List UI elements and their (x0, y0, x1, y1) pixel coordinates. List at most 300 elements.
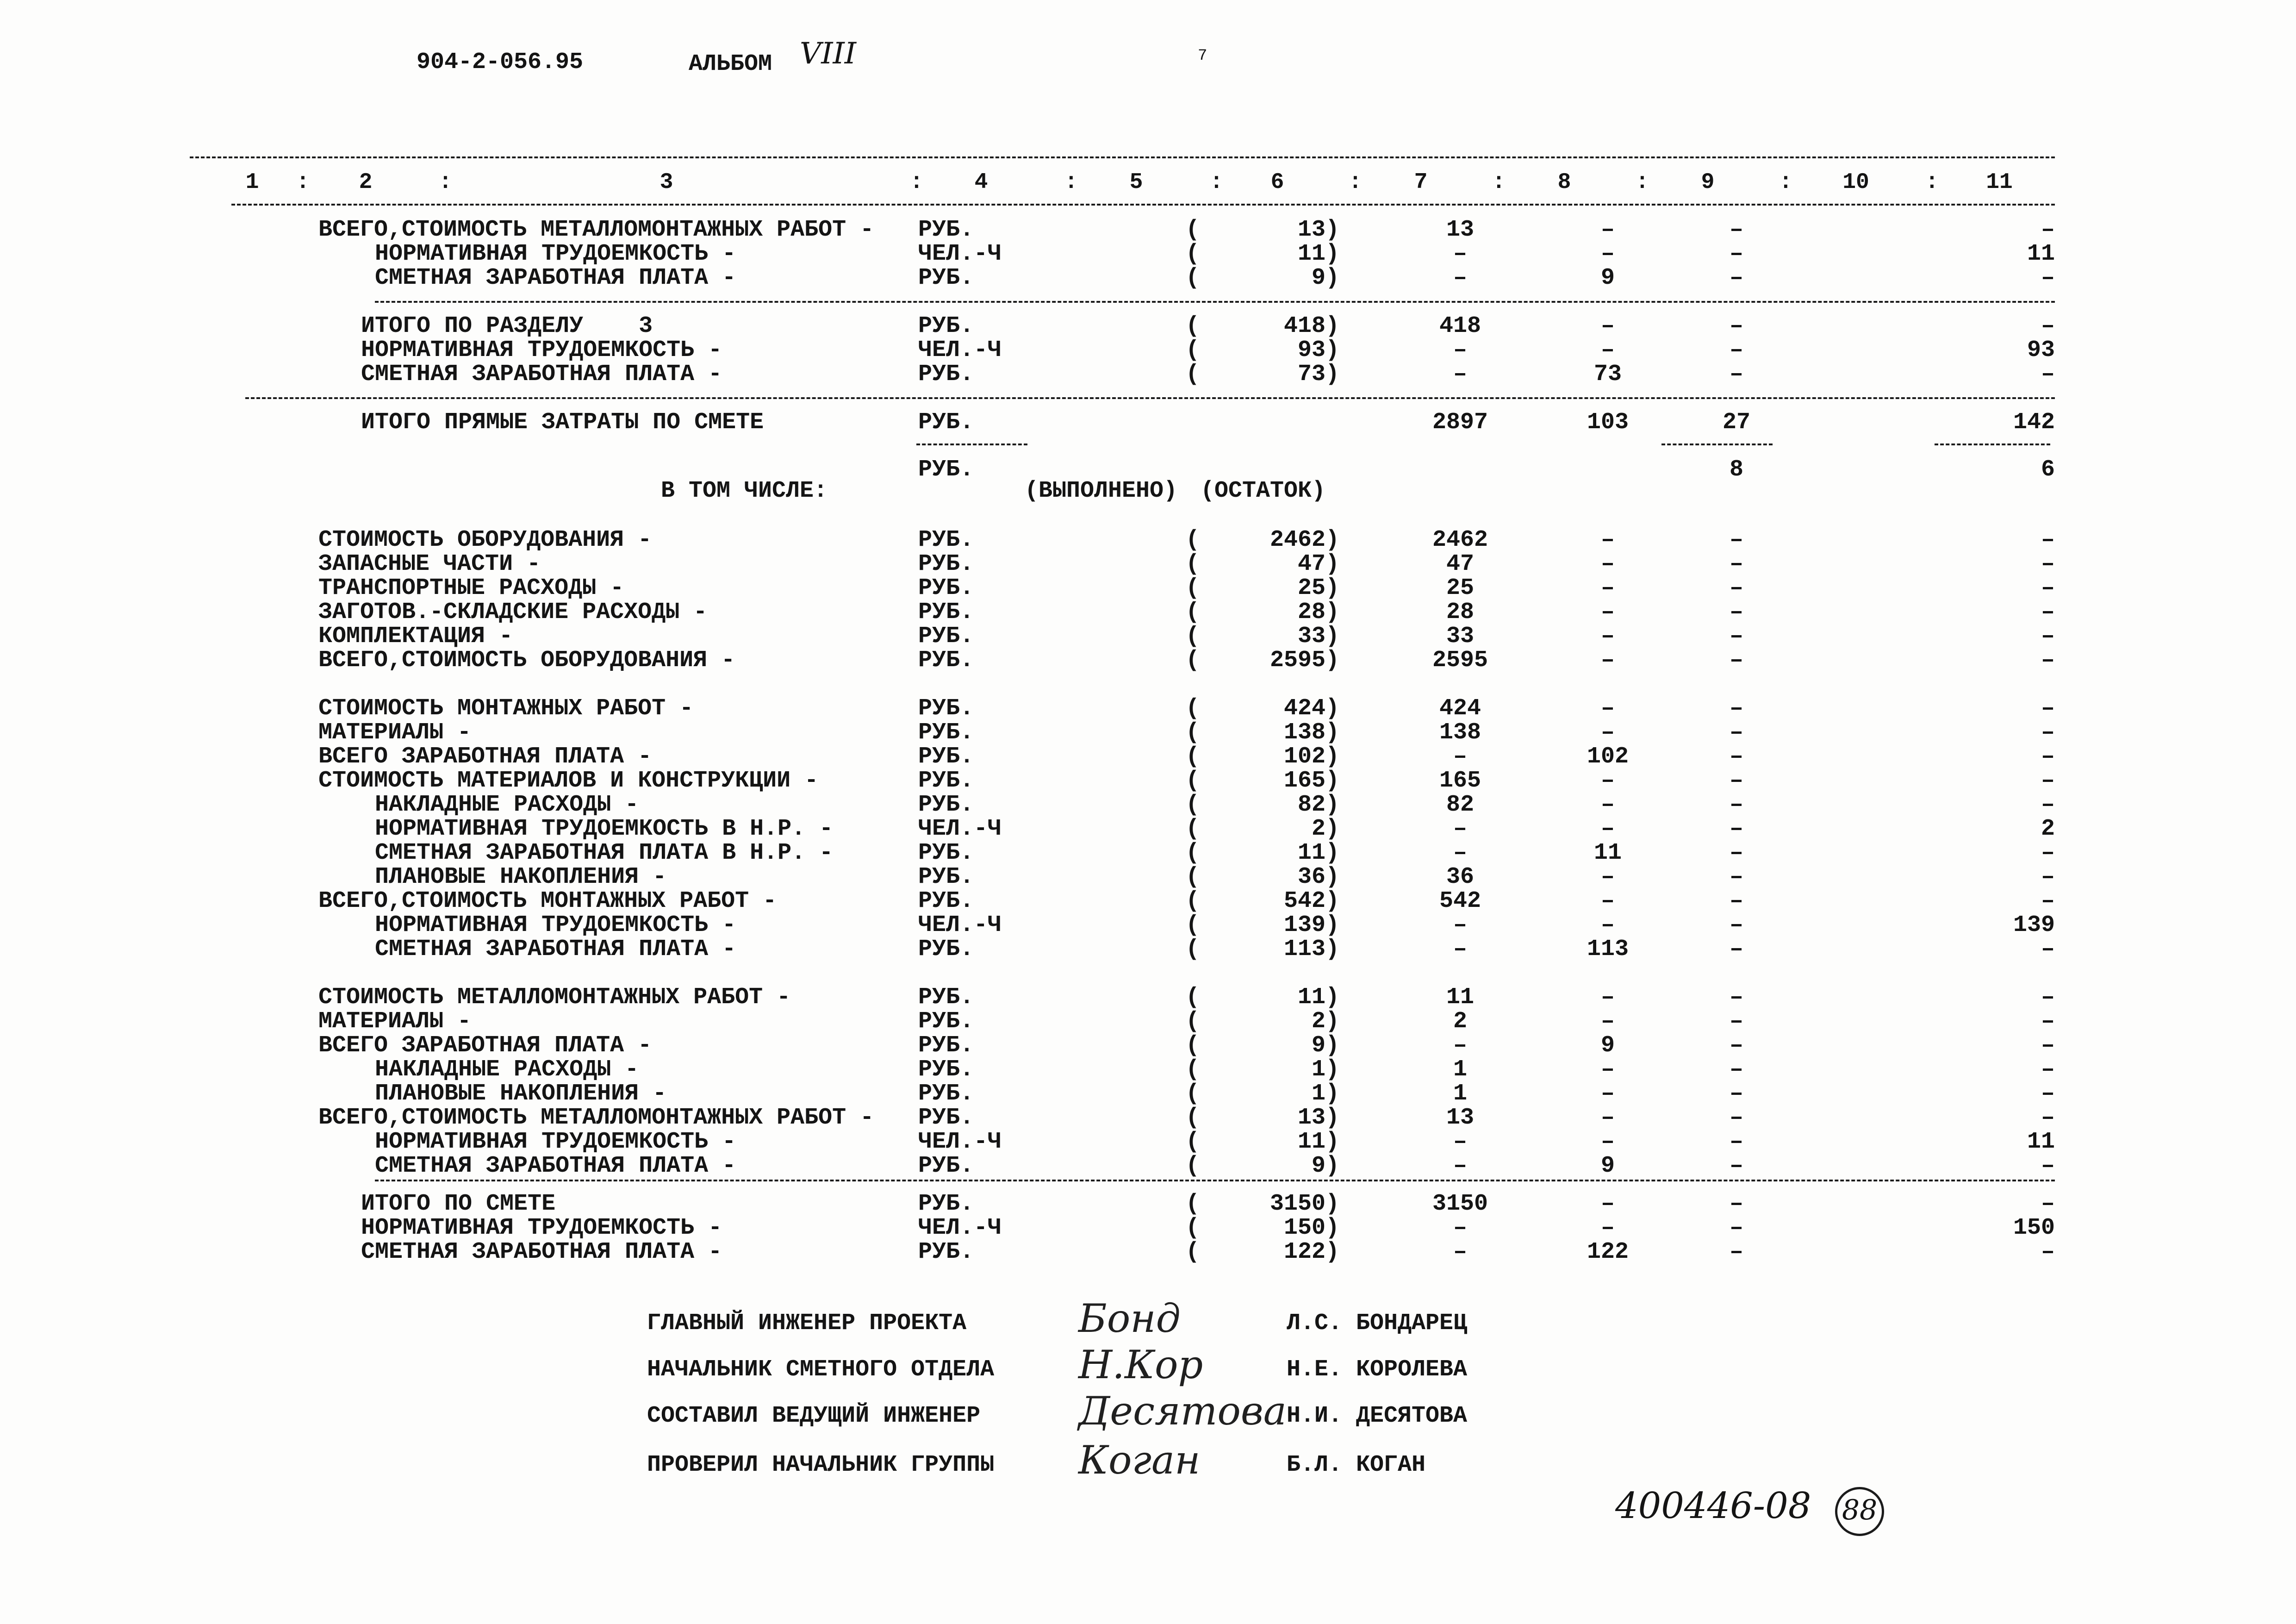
row-paren: ( (1186, 647, 1200, 674)
row-value-c8: 9 (1600, 1032, 1615, 1059)
row-paren: ( (1186, 695, 1200, 722)
row-value-c9: – (1729, 936, 1743, 962)
row-value-c7: 165 (1439, 768, 1481, 794)
row-unit: РУБ. (918, 551, 974, 577)
row-value-c9: – (1729, 816, 1743, 842)
row-value-c11: – (2041, 551, 2055, 577)
row-value-c7: – (1453, 936, 1467, 962)
album-label: АЛЬБОМ (689, 51, 772, 77)
row-unit: РУБ. (918, 1032, 974, 1059)
handwritten-signature: Десятова (1078, 1388, 1287, 1434)
top-rule (190, 156, 2055, 158)
row-name: МАТЕРИАЛЫ - (318, 1008, 472, 1035)
row-value-c6: 1) (1311, 1081, 1339, 1107)
row-unit: РУБ. (918, 1153, 974, 1179)
row-name: СТОИМОСТЬ ОБОРУДОВАНИЯ - (318, 527, 652, 553)
row-paren: ( (1186, 1129, 1200, 1155)
row-value-c11: 142 (2013, 409, 2055, 436)
row-name: СТОИМОСТЬ МЕТАЛЛОМОНТАЖНЫХ РАБОТ - (318, 984, 791, 1011)
row-value-c7: – (1453, 1153, 1467, 1179)
row-value-c9: – (1729, 1215, 1743, 1241)
row-value-c8: – (1600, 1008, 1615, 1035)
row-paren: ( (1186, 527, 1200, 553)
row-value-c6: 138) (1283, 719, 1339, 746)
row-paren: ( (1186, 984, 1200, 1011)
row-paren: ( (1186, 816, 1200, 842)
row-value-c8: – (1600, 912, 1615, 938)
row-value-c8: 103 (1587, 409, 1629, 436)
column-number: 7 (1414, 170, 1428, 195)
row-value-c11: – (2041, 888, 2055, 914)
row-value-c7: 25 (1446, 575, 1474, 601)
row-paren: ( (1186, 792, 1200, 818)
row-value-c6: 165) (1283, 768, 1339, 794)
row-unit: РУБ. (918, 1081, 974, 1107)
row-value-c7: – (1453, 816, 1467, 842)
row-value-c6: 47) (1297, 551, 1339, 577)
row-value-c11: 93 (2027, 337, 2055, 363)
row-value-c7: 2462 (1432, 527, 1488, 553)
row-value-c7: 1 (1453, 1081, 1467, 1107)
row-value-c7: – (1453, 241, 1467, 267)
column-number: 4 (974, 170, 988, 195)
row-value-c7: – (1453, 361, 1467, 387)
row-paren: ( (1186, 361, 1200, 387)
row-name: НОРМАТИВНАЯ ТРУДОЕМКОСТЬ - (375, 912, 736, 938)
row-value-c6: 122) (1283, 1239, 1339, 1265)
row-value-c9: – (1729, 599, 1743, 625)
column-separator: : (910, 170, 923, 195)
row-unit: РУБ. (918, 599, 974, 625)
row-value-c6: 113) (1283, 936, 1339, 962)
row-value-c11: – (2041, 936, 2055, 962)
row-unit: РУБ. (918, 575, 974, 601)
row-unit: РУБ. (918, 840, 974, 866)
row-value-c11: – (2041, 527, 2055, 553)
row-paren: ( (1186, 1239, 1200, 1265)
handwritten-signature: Коган (1078, 1437, 1201, 1483)
row-value-c9: – (1729, 768, 1743, 794)
row-paren: ( (1186, 888, 1200, 914)
row-value-c11: – (2041, 217, 2055, 243)
row-value-c6: 2462) (1269, 527, 1339, 553)
header-bottom-rule (231, 204, 2055, 206)
row-unit: РУБ. (918, 936, 974, 962)
row-value-c8: – (1600, 1056, 1615, 1083)
column-separator: : (1492, 170, 1506, 195)
row-value-c8: – (1600, 551, 1615, 577)
row-value-c11: – (2041, 695, 2055, 722)
row-value-c6: 11) (1297, 840, 1339, 866)
row-name: СМЕТНАЯ ЗАРАБОТНАЯ ПЛАТА - (375, 936, 736, 962)
row-value-c6: 11) (1297, 241, 1339, 267)
row-value-c8: – (1600, 599, 1615, 625)
row-value-c11: – (2041, 361, 2055, 387)
row-value-c8: – (1600, 864, 1615, 890)
row-value-c11: 150 (2013, 1215, 2055, 1241)
row-value-c7: 424 (1439, 695, 1481, 722)
column-separator: : (1064, 170, 1078, 195)
row-value-c6: 13) (1297, 217, 1339, 243)
row-value-c9: – (1729, 265, 1743, 291)
row-unit: РУБ. (918, 217, 974, 243)
row-value-c6: 3150) (1269, 1191, 1339, 1217)
row-unit: РУБ. (918, 527, 974, 553)
column-number: 5 (1129, 170, 1143, 195)
row-value-c11: – (2041, 1032, 2055, 1059)
row-value-c9: – (1729, 1056, 1743, 1083)
row-unit: РУБ. (918, 984, 974, 1011)
column-number: 8 (1557, 170, 1571, 195)
row-value-c7: – (1453, 840, 1467, 866)
row-unit: РУБ. (918, 647, 974, 674)
row-unit: РУБ. (918, 719, 974, 746)
row-value-c9: – (1729, 840, 1743, 866)
row-value-c11: – (2041, 1239, 2055, 1265)
row-value-c6: 150) (1283, 1215, 1339, 1241)
row-value-c6: 33) (1297, 623, 1339, 650)
row-value-c7: 1 (1453, 1056, 1467, 1083)
row-name: СМЕТНАЯ ЗАРАБОТНАЯ ПЛАТА - (361, 361, 722, 387)
row-value-c8: 113 (1587, 936, 1629, 962)
row-paren: ( (1186, 1081, 1200, 1107)
signatory-title: СОСТАВИЛ ВЕДУЩИЙ ИНЖЕНЕР (647, 1403, 981, 1429)
row-name: СТОИМОСТЬ МОНТАЖНЫХ РАБОТ - (318, 695, 694, 722)
document-number: 904-2-056.95 (417, 49, 584, 75)
row-name: НОРМАТИВНАЯ ТРУДОЕМКОСТЬ - (375, 1129, 736, 1155)
row-value-c9: – (1729, 864, 1743, 890)
row-value-c11: 11 (2027, 241, 2055, 267)
row-value-c8: 9 (1600, 1153, 1615, 1179)
row-unit: ЧЕЛ.-Ч (918, 912, 1002, 938)
column-separator: : (1636, 170, 1649, 195)
signatory-title: ГЛАВНЫЙ ИНЖЕНЕР ПРОЕКТА (647, 1310, 967, 1337)
row-value-c7: 2 (1453, 1008, 1467, 1035)
column-separator: : (1210, 170, 1223, 195)
row-value-c6: 28) (1297, 599, 1339, 625)
row-name: ВСЕГО,СТОИМОСТЬ МОНТАЖНЫХ РАБОТ - (318, 888, 777, 914)
row-name: СМЕТНАЯ ЗАРАБОТНАЯ ПЛАТА - (375, 265, 736, 291)
album-number: VIII (800, 37, 857, 71)
row-value-c11: – (2041, 1105, 2055, 1131)
row-value-c7: – (1453, 1215, 1467, 1241)
row-value-c8: 9 (1600, 265, 1615, 291)
row-name: НОРМАТИВНАЯ ТРУДОЕМКОСТЬ - (375, 241, 736, 267)
row-name: ИТОГО ПО СМЕТЕ (361, 1191, 556, 1217)
column-separator: : (1779, 170, 1792, 195)
row-unit: РУБ. (918, 792, 974, 818)
row-value-c11: 6 (2041, 456, 2055, 483)
row-name: КОМПЛЕКТАЦИЯ - (318, 623, 513, 650)
inventory-number: 400446-08 (1615, 1485, 1811, 1527)
row-value-c6: 2) (1311, 1008, 1339, 1035)
row-paren: ( (1186, 599, 1200, 625)
column-number: 10 (1842, 170, 1869, 195)
row-value-c6: 11) (1297, 1129, 1339, 1155)
row-paren: ( (1186, 1032, 1200, 1059)
row-value-c6: 139) (1283, 912, 1339, 938)
row-unit: ЧЕЛ.-Ч (918, 1129, 1002, 1155)
row-value-c7: 28 (1446, 599, 1474, 625)
column-number: 11 (1986, 170, 2013, 195)
row-paren: ( (1186, 1056, 1200, 1083)
row-unit: РУБ. (918, 265, 974, 291)
row-value-c6: 9) (1311, 265, 1339, 291)
row-value-c6: 424) (1283, 695, 1339, 722)
row-value-c6: 25) (1297, 575, 1339, 601)
row-paren: ( (1186, 217, 1200, 243)
column-number: 3 (660, 170, 673, 195)
subtotal-rule-c4 (916, 443, 1027, 445)
row-unit: РУБ. (918, 743, 974, 770)
row-value-c8: – (1600, 984, 1615, 1011)
row-unit: РУБ. (918, 361, 974, 387)
row-value-c6: 102) (1283, 743, 1339, 770)
row-name: ВСЕГО ЗАРАБОТНАЯ ПЛАТА - (318, 743, 652, 770)
row-value-c6: 13) (1297, 1105, 1339, 1131)
row-value-c9: – (1729, 623, 1743, 650)
row-value-c9: – (1729, 888, 1743, 914)
row-value-c9: – (1729, 1153, 1743, 1179)
row-value-c9: – (1729, 719, 1743, 746)
row-value-c9: – (1729, 313, 1743, 339)
row-value-c9: – (1729, 217, 1743, 243)
row-paren: ( (1186, 912, 1200, 938)
row-value-c9: – (1729, 647, 1743, 674)
column-number: 6 (1270, 170, 1284, 195)
row-paren: ( (1186, 265, 1200, 291)
row-value-c8: 122 (1587, 1239, 1629, 1265)
column-separator: : (296, 170, 310, 195)
section-rule (375, 1180, 2055, 1181)
row-paren: ( (1186, 1153, 1200, 1179)
row-value-c8: – (1600, 816, 1615, 842)
row-name: НОРМАТИВНАЯ ТРУДОЕМКОСТЬ - (361, 1215, 722, 1241)
row-unit: ЧЕЛ.-Ч (918, 241, 1002, 267)
row-value-c9: – (1729, 337, 1743, 363)
row-value-c11: – (2041, 265, 2055, 291)
row-value-c8: – (1600, 1191, 1615, 1217)
row-value-c11: – (2041, 768, 2055, 794)
row-value-c8: – (1600, 313, 1615, 339)
row-value-c11: – (2041, 984, 2055, 1011)
row-value-c9: – (1729, 1032, 1743, 1059)
row-name: ВСЕГО,СТОИМОСТЬ МЕТАЛЛОМОНТАЖНЫХ РАБОТ - (318, 1105, 874, 1131)
row-value-c8: – (1600, 888, 1615, 914)
row-value-c7: 36 (1446, 864, 1474, 890)
row-value-c6: 36) (1297, 864, 1339, 890)
row-value-c9: – (1729, 1129, 1743, 1155)
row-value-c9: – (1729, 695, 1743, 722)
row-value-c9: – (1729, 361, 1743, 387)
row-value-c11: 11 (2027, 1129, 2055, 1155)
row-value-c8: – (1600, 527, 1615, 553)
row-value-c7: – (1453, 265, 1467, 291)
row-unit: РУБ. (918, 1105, 974, 1131)
row-value-c8: – (1600, 1081, 1615, 1107)
row-value-c7: 2897 (1432, 409, 1488, 436)
row-value-c9: – (1729, 1105, 1743, 1131)
row-value-c11: – (2041, 599, 2055, 625)
row-value-c9: – (1729, 912, 1743, 938)
row-value-c9: – (1729, 792, 1743, 818)
row-value-c6: 93) (1297, 337, 1339, 363)
row-paren: ( (1186, 743, 1200, 770)
signatory-title: НАЧАЛЬНИК СМЕТНОГО ОТДЕЛА (647, 1356, 995, 1383)
row-value-c11: 2 (2041, 816, 2055, 842)
row-value-c8: 102 (1587, 743, 1629, 770)
row-value-c7: 13 (1446, 217, 1474, 243)
signatory-title: ПРОВЕРИЛ НАЧАЛЬНИК ГРУППЫ (647, 1452, 995, 1478)
row-paren: ( (1186, 1105, 1200, 1131)
subtotal-rule-c9 (1661, 443, 1773, 445)
row-paren: ( (1186, 337, 1200, 363)
row-value-c11: – (2041, 575, 2055, 601)
row-name: СТОИМОСТЬ МАТЕРИАЛОВ И КОНСТРУКЦИИ - (318, 768, 819, 794)
page-mark: 7 (1198, 47, 1207, 65)
row-value-c8: 11 (1593, 840, 1622, 866)
row-name: ЗАПАСНЫЕ ЧАСТИ - (318, 551, 541, 577)
row-value-c6: 2) (1311, 816, 1339, 842)
row-value-c6: 418) (1283, 313, 1339, 339)
row-name: СМЕТНАЯ ЗАРАБОТНАЯ ПЛАТА - (375, 1153, 736, 1179)
row-name: ТРАНСПОРТНЫЕ РАСХОДЫ - (318, 575, 624, 601)
row-paren: ( (1186, 313, 1200, 339)
row-name: ПЛАНОВЫЕ НАКОПЛЕНИЯ - (375, 864, 667, 890)
row-paren: ( (1186, 840, 1200, 866)
row-unit: РУБ. (918, 1008, 974, 1035)
row-value-c11: – (2041, 792, 2055, 818)
row-value-c9: – (1729, 743, 1743, 770)
row-unit: РУБ. (918, 864, 974, 890)
column-separator: : (1349, 170, 1362, 195)
row-value-c8: – (1600, 768, 1615, 794)
signatory-name: Л.С. БОНДАРЕЦ (1287, 1310, 1468, 1337)
row-value-c7: 13 (1446, 1105, 1474, 1131)
row-value-c7: 3150 (1432, 1191, 1488, 1217)
row-value-c11: – (2041, 1056, 2055, 1083)
row-paren: ( (1186, 719, 1200, 746)
row-unit: РУБ. (918, 1056, 974, 1083)
row-unit: ЧЕЛ.-Ч (918, 1215, 1002, 1241)
row-value-c8: – (1600, 1129, 1615, 1155)
row-name: НОРМАТИВНАЯ ТРУДОЕМКОСТЬ В Н.Р. - (375, 816, 834, 842)
row-paren: ( (1186, 241, 1200, 267)
row-unit: РУБ. (918, 695, 974, 722)
row-value-c9: – (1729, 1239, 1743, 1265)
row-name: СМЕТНАЯ ЗАРАБОТНАЯ ПЛАТА В Н.Р. - (375, 840, 834, 866)
row-value-c9: – (1729, 1081, 1743, 1107)
row-value-c8: – (1600, 217, 1615, 243)
row-value-c7: – (1453, 1239, 1467, 1265)
row-value-c11: – (2041, 1081, 2055, 1107)
row-value-c7: – (1453, 1032, 1467, 1059)
row-value-c7: 33 (1446, 623, 1474, 650)
row-value-c8: – (1600, 575, 1615, 601)
row-value-c11: – (2041, 840, 2055, 866)
row-value-c8: – (1600, 719, 1615, 746)
row-unit: ЧЕЛ.-Ч (918, 816, 1002, 842)
column-number: 9 (1701, 170, 1715, 195)
row-paren: ( (1186, 551, 1200, 577)
row-value-c9: – (1729, 551, 1743, 577)
row-value-c8: – (1600, 241, 1615, 267)
row-name: ИТОГО ПРЯМЫЕ ЗАТРАТЫ ПО СМЕТЕ (361, 409, 764, 436)
row-name: МАТЕРИАЛЫ - (318, 719, 472, 746)
row-name: ПЛАНОВЫЕ НАКОПЛЕНИЯ - (375, 1081, 667, 1107)
row-value-c11: – (2041, 1008, 2055, 1035)
done-label: (ВЫПОЛНЕНО) (1025, 478, 1178, 504)
row-name: ЗАГОТОВ.-СКЛАДСКИЕ РАСХОДЫ - (318, 599, 708, 625)
row-value-c9: – (1729, 241, 1743, 267)
row-value-c9: – (1729, 1191, 1743, 1217)
row-name: ИТОГО ПО РАЗДЕЛУ 3 (361, 313, 653, 339)
row-value-c6: 542) (1283, 888, 1339, 914)
row-unit: РУБ. (918, 456, 974, 483)
row-unit: РУБ. (918, 409, 974, 436)
row-value-c8: – (1600, 1215, 1615, 1241)
row-value-c6: 82) (1297, 792, 1339, 818)
remainder-label: (ОСТАТОК) (1201, 478, 1326, 504)
subtotal-rule-c11 (1935, 443, 2050, 445)
row-value-c11: – (2041, 719, 2055, 746)
row-name: ВСЕГО,СТОИМОСТЬ ОБОРУДОВАНИЯ - (318, 647, 735, 674)
row-paren: ( (1186, 623, 1200, 650)
row-name: НАКЛАДНЫЕ РАСХОДЫ - (375, 792, 639, 818)
row-value-c11: – (2041, 647, 2055, 674)
row-value-c7: 47 (1446, 551, 1474, 577)
row-value-c8: – (1600, 792, 1615, 818)
row-paren: ( (1186, 1215, 1200, 1241)
row-paren: ( (1186, 575, 1200, 601)
row-value-c7: – (1453, 912, 1467, 938)
row-value-c9: – (1729, 575, 1743, 601)
row-value-c6: 73) (1297, 361, 1339, 387)
row-value-c7: 2595 (1432, 647, 1488, 674)
signatory-name: Н.И. ДЕСЯТОВА (1287, 1403, 1468, 1429)
row-unit: РУБ. (918, 313, 974, 339)
row-value-c11: – (2041, 623, 2055, 650)
row-name: ВСЕГО,СТОИМОСТЬ МЕТАЛЛОМОНТАЖНЫХ РАБОТ - (318, 217, 874, 243)
handwritten-signature: Бонд (1078, 1296, 1181, 1341)
row-value-c6: 2595) (1269, 647, 1339, 674)
row-value-c6: 9) (1311, 1032, 1339, 1059)
row-value-c8: 73 (1593, 361, 1622, 387)
row-value-c8: – (1600, 623, 1615, 650)
signatory-name: Н.Е. КОРОЛЕВА (1287, 1356, 1468, 1383)
row-value-c7: – (1453, 1129, 1467, 1155)
row-paren: ( (1186, 936, 1200, 962)
section-rule (245, 397, 2055, 399)
row-value-c9: – (1729, 984, 1743, 1011)
column-separator: : (439, 170, 452, 195)
row-value-c7: 82 (1446, 792, 1474, 818)
row-value-c11: – (2041, 1191, 2055, 1217)
row-value-c7: 138 (1439, 719, 1481, 746)
row-paren: ( (1186, 1191, 1200, 1217)
row-value-c11: – (2041, 313, 2055, 339)
row-paren: ( (1186, 1008, 1200, 1035)
column-number: 2 (359, 170, 373, 195)
row-value-c8: – (1600, 337, 1615, 363)
row-unit: ЧЕЛ.-Ч (918, 337, 1002, 363)
row-value-c9: – (1729, 527, 1743, 553)
row-name: НАКЛАДНЫЕ РАСХОДЫ - (375, 1056, 639, 1083)
column-separator: : (1925, 170, 1939, 195)
handwritten-signature: Н.Кор (1078, 1342, 1203, 1387)
row-value-c9: – (1729, 1008, 1743, 1035)
row-value-c9: 8 (1729, 456, 1743, 483)
